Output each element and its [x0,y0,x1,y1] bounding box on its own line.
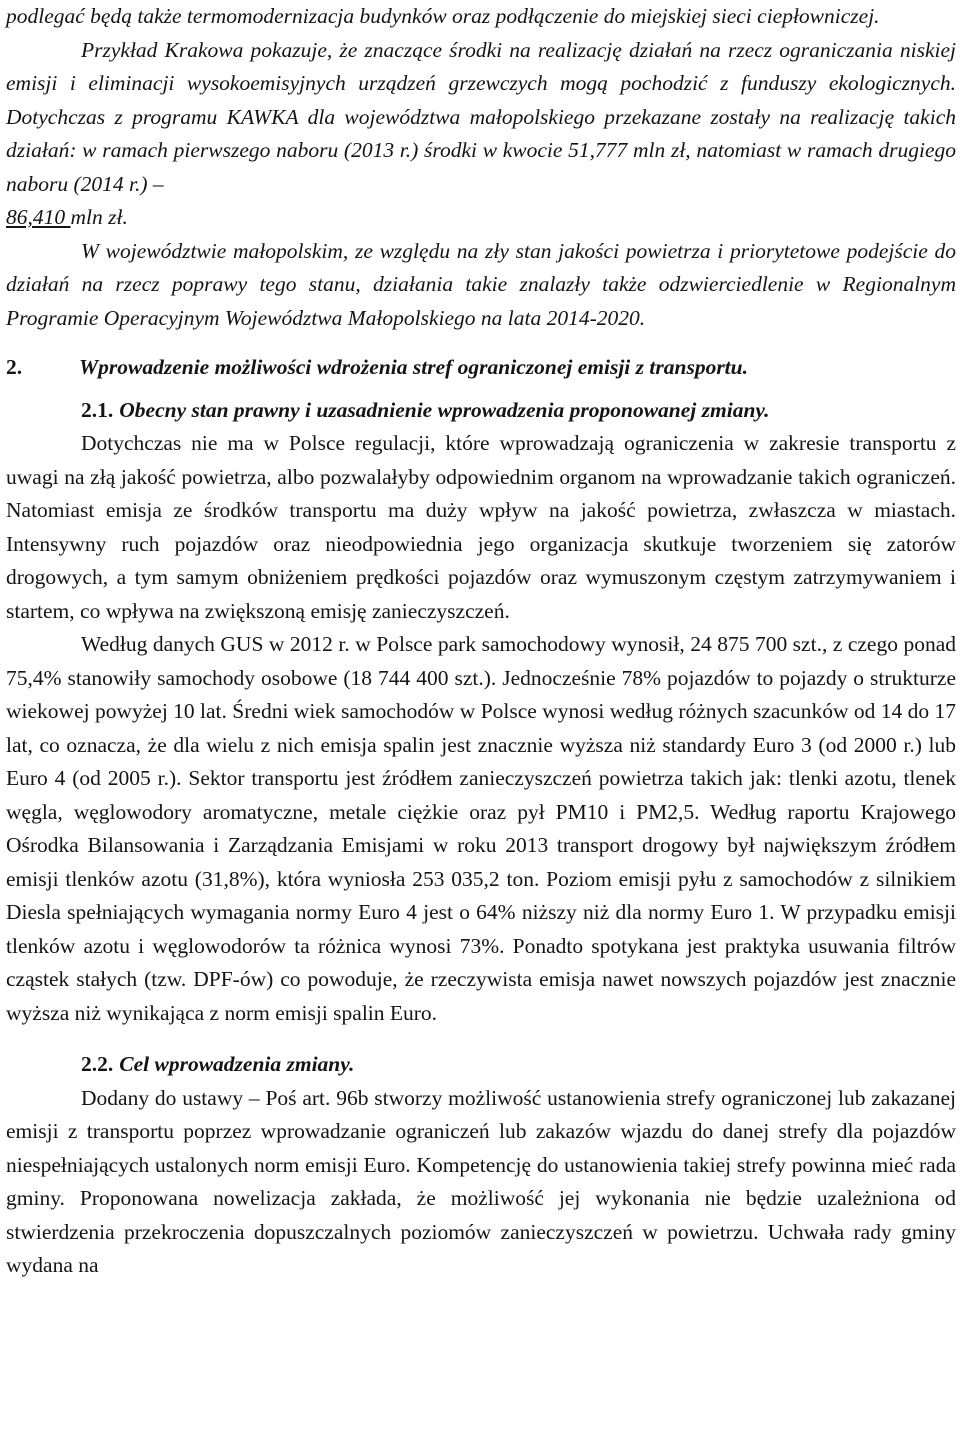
paragraph-krakow-end: mln zł. [70,205,128,229]
section-2-2-number: 2.2. [81,1052,114,1076]
spacer [6,385,956,394]
section-2-1-number: 2.1. [81,397,114,422]
paragraph-krakow-example [6,34,956,235]
section-2-2-title: Cel wprowadzenia zmiany. [119,1052,355,1076]
paragraph-gus-data: Według danych GUS w 2012 r. w Polsce park samochodowy wynosił, 24 875 700 szt., z czego ponad 75,4% stanowiły samochody osobowe (18 744 400 szt.). Jednocześnie 78% pojazdów to pojazdy o strukturze wiekowej powyżej 10 lat. Średni wiek samochodów w Polsce wynosi według różnych szacunków od 14 do 17 lat, co oznacza, że dla wielu z nich emisja spalin jest znacznie wyższa niż standardy Euro 3 (od 2000 r.) lub Euro 4 (od 2005 r.). Sektor transportu jest źródłem zanieczyszczeń powietrza takich jak: tlenki azotu, tlenek węgla, węglowodory aromatyczne, metale ciężkie oraz pył PM10 i PM2,5. Według raportu Krajowego Ośrodka Bilansowania i Zarządzania Emisjami w roku 2013 transport drogowy był największym źródłem emisji tlenków azotu (31,8%), która wyniosła 253 035,2 ton. Poziom emisji pyłu z samochodów z silnikiem Diesla spełniających wymagania normy Euro 4 jest o 64% niższy niż dla normy Euro 1. W przypadku emisji tlenków azotu i węglowodorów ta różnica wynosi 73%. Ponadto spotykana jest praktyka usuwania filtrów cząstek stałych (tzw. DPF-ów) co powoduje, że rzeczywista emisja nawet nowszych pojazdów jest znacznie wyższa niż wynikająca z norm emisji spalin Euro. [6,632,956,1025]
paragraph-krakow-text: Przykład Krakowa pokazuje, że znaczące środki na realizację działań na rzecz ograniczania niskiej emisji i eliminacji wysokoemisyjnych urządzeń grzewczych mogą pochodzić z funduszy ekologicznych. Dotychczas z programu KAWKA dla województwa małopolskiego przekazane zostały na realizację takich działań: w ramach pierwszego naboru (2013 r.) środki w kwocie 51,777 mln zł, natomiast w ramach drugiego naboru (2014 r.) – [6,37,956,196]
section-2-title: Wprowadzenie możliwości wdrożenia stref ograniczonej emisji z transportu. [79,355,748,379]
paragraph-continuation: podlegać będą także termomodernizacja budynków oraz podłączenie do miejskiej sieci ciepłowniczej. [6,4,880,28]
underlined-amount: 86,410 [6,205,71,229]
paragraph-goal: Dodany do ustawy – Poś art. 96b stworzy możliwość ustanowienia strefy ograniczonej lub zakazanej emisji z transportu poprzez wprowadzanie ograniczeń lub zakazów wjazdu do danej strefy dla pojazdów niespełniających ustalonych norm emisji Euro. Kompetencję do ustanowienia takiej strefy powinna mieć rada gminy. Proponowana nowelizacja zakłada, że możliwość jej wykonania nie będzie uzależniona od stwierdzenia przekroczenia dopuszczalnych poziomów zanieczyszczeń w powietrzu. Uchwała rady gminy wydana na [6,1085,956,1277]
section-2-number: 2. [6,355,23,379]
section-2-1-heading [6,394,956,428]
paragraph-legal-state: Dotychczas nie ma w Polsce regulacji, które wprowadzają ograniczenia w zakresie transportu z uwagi na złą jakość powietrza, albo pozwalałyby odpowiednim organom na wprowadzanie takich ograniczeń. Natomiast emisja ze środków transportu ma duży wpływ na jakość powietrza, zwłaszcza w miastach. Intensywny ruch pojazdów oraz nieodpowiednia jego organizacja skutkuje tworzeniem się zatorów drogowych, a tym samym obniżeniem prędkości pojazdów oraz wymuszonym częstym zatrzymywaniem i startem, co wpływa na zwiększoną emisję zanieczyszczeń. [6,431,956,623]
spacer [6,1030,956,1048]
section-2-heading [6,351,956,385]
spacer [6,335,956,351]
section-2-1-title: Obecny stan prawny i uzasadnienie wprowadzenia proponowanej zmiany. [119,397,770,422]
section-2-2-heading [6,1048,956,1082]
paragraph-rpo: W województwie małopolskim, ze względu na zły stan jakości powietrza i priorytetowe podejście do działań na rzecz poprawy tego stanu, działania takie znalazły także odzwierciedlenie w Regionalnym Programie Operacyjnym Województwa Małopolskiego na lata 2014-2020. [6,238,956,330]
